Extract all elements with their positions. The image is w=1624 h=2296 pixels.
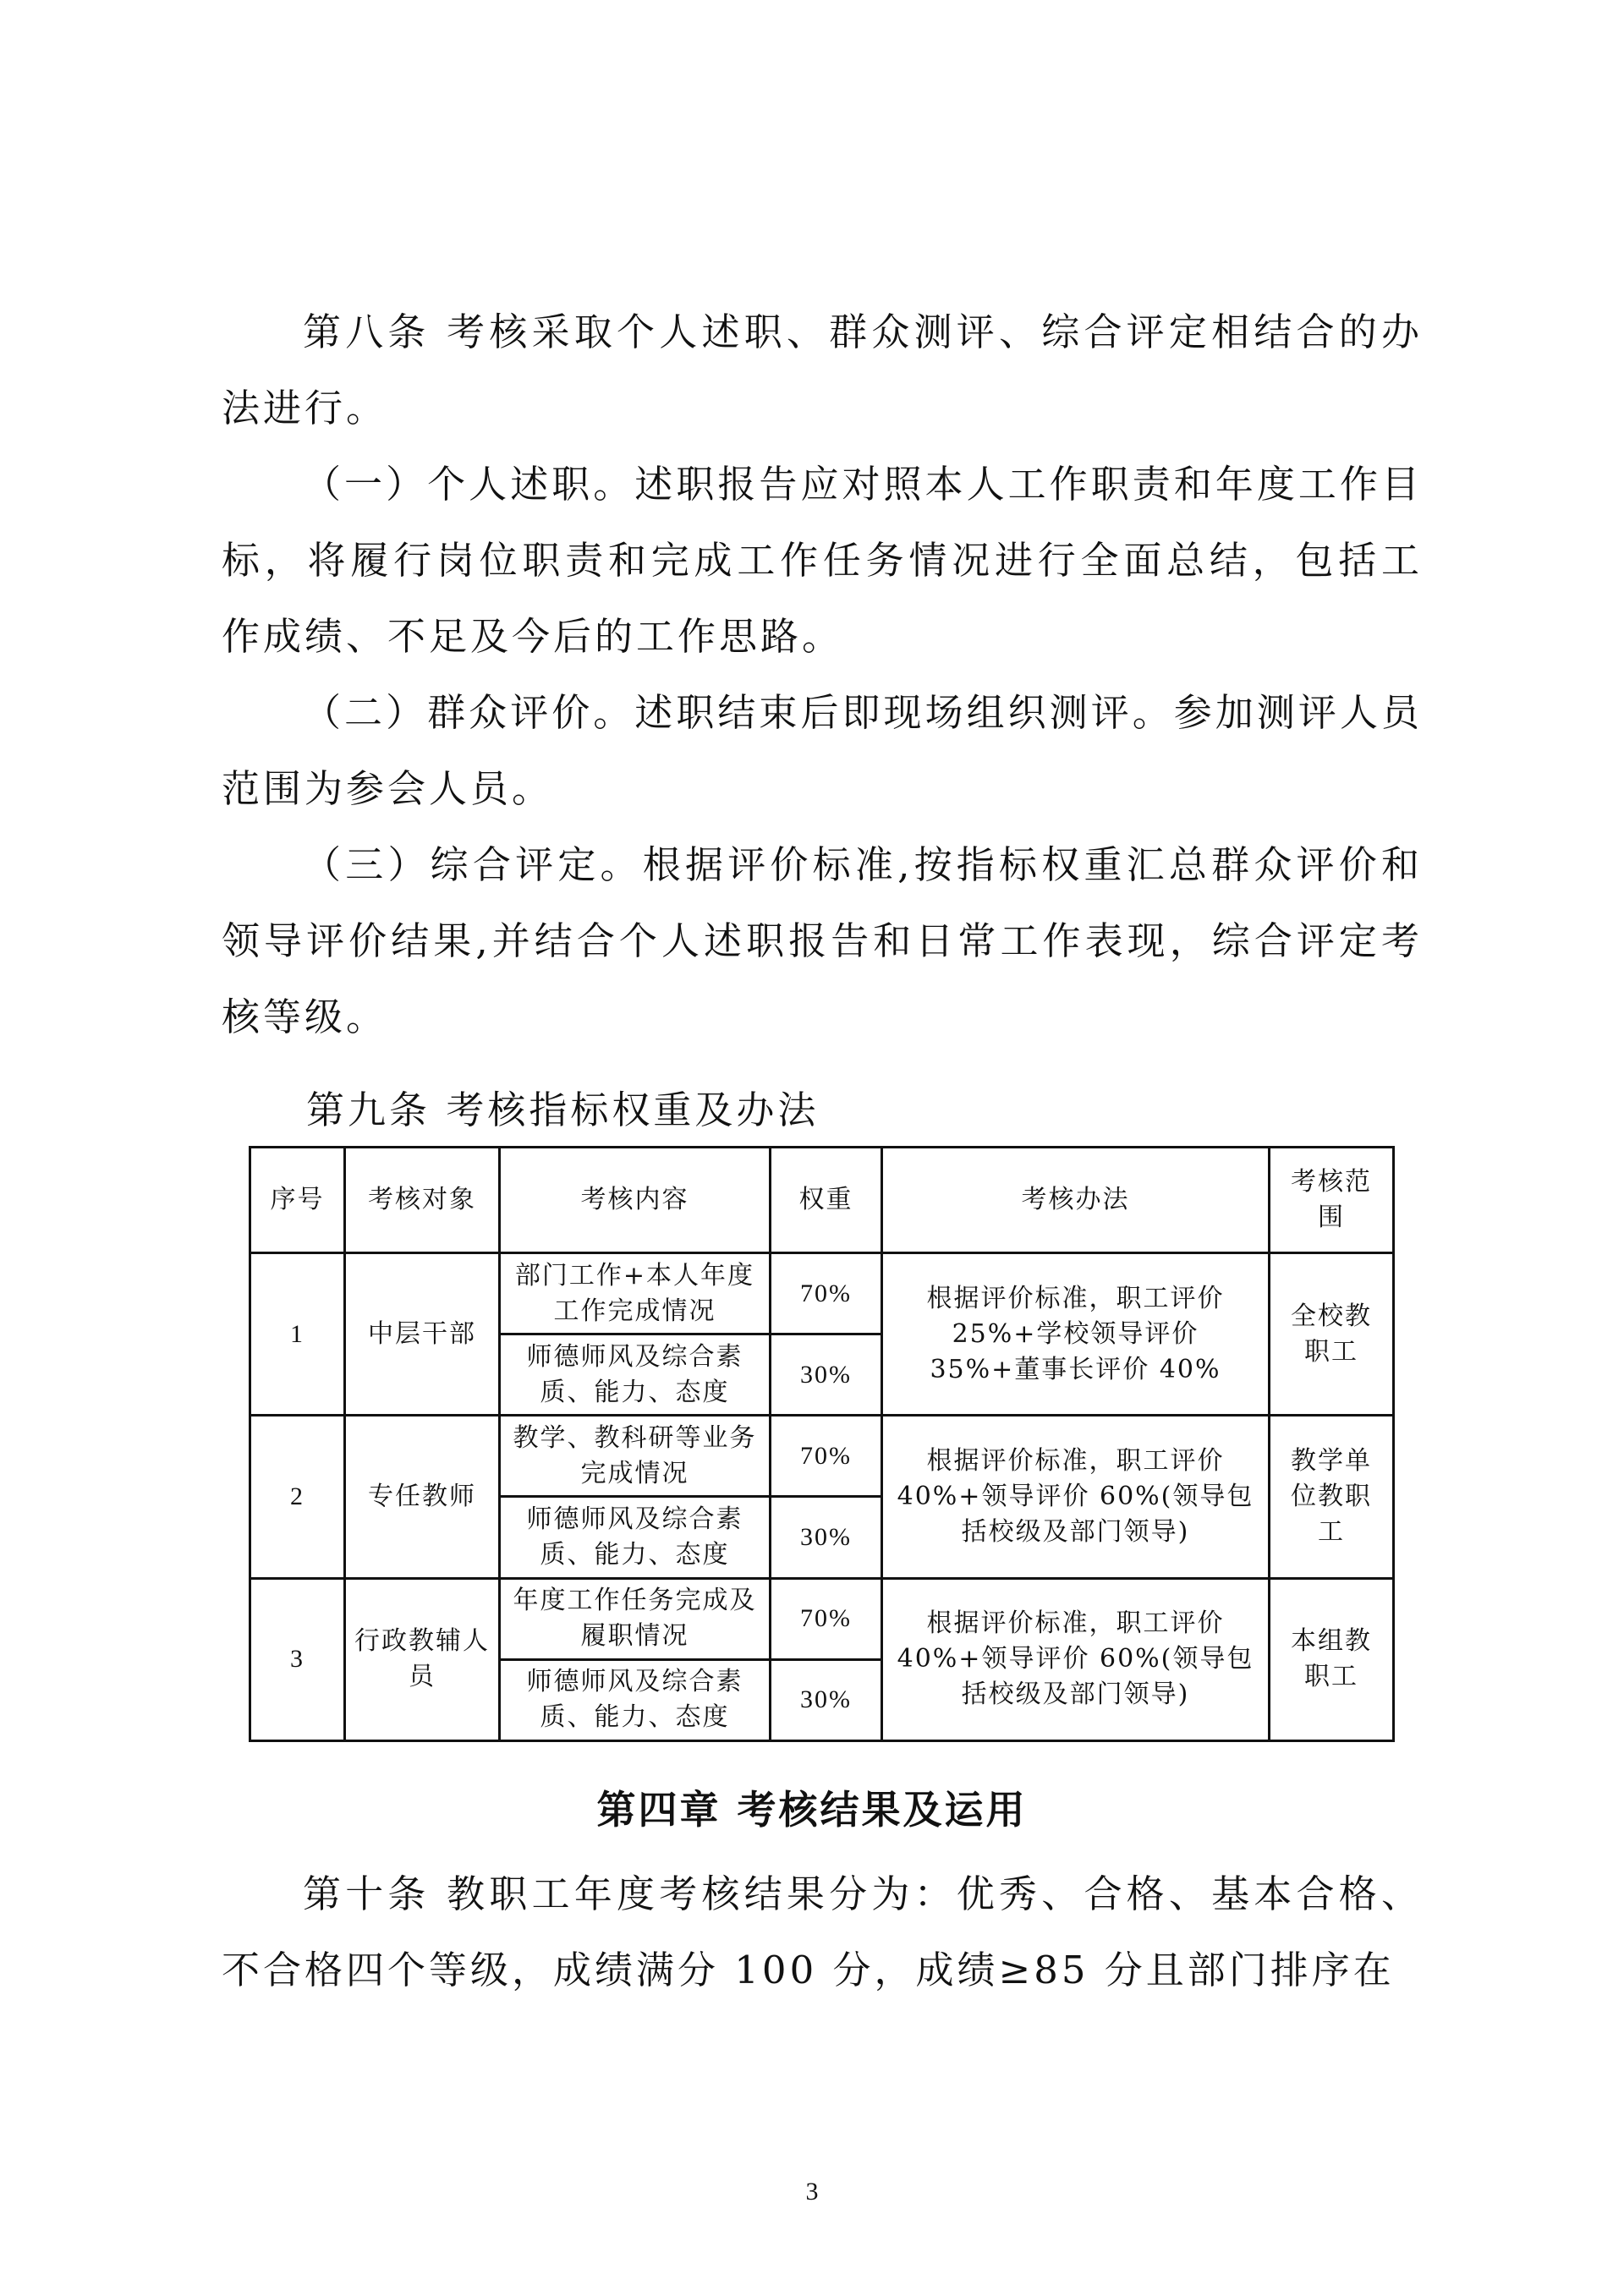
row-weight: 30% [771, 1334, 882, 1416]
item-1-paragraph: （一）个人述职。述职报告应对照本人工作职责和年度工作目标，将履行岗位职责和完成工作任务情况进行全面总结，包括工作成绩、不足及今后的工作思路。 [222, 462, 1423, 659]
row-target: 行政教辅人员 [345, 1578, 500, 1740]
chapter-4-heading: 第四章 考核结果及运用 [596, 1787, 1028, 1833]
article-9-heading [306, 1081, 819, 1140]
row-content: 师德师风及综合素质、能力、态度 [500, 1334, 771, 1416]
article-10-paragraph [222, 1856, 1423, 2008]
article-10-text: 教职工年度考核结果分为：优秀、合格、基本合格、不合格四个等级，成绩满分 100 分，成绩≥85 分且部门排序在 [222, 1871, 1423, 1992]
article-8-text: 考核采取个人述职、群众测评、综合评定相结合的办法进行。 [222, 310, 1423, 430]
row-content: 部门工作+本人年度工作完成情况 [500, 1253, 771, 1334]
row-seq: 1 [250, 1253, 345, 1416]
header-scope: 考核范围 [1270, 1148, 1394, 1253]
row-content: 师德师风及综合素质、能力、态度 [500, 1659, 771, 1740]
article-9-title: 第九条 [306, 1088, 431, 1132]
article-8-title: 第八条 [303, 310, 431, 354]
article-10-title: 第十条 [303, 1871, 431, 1916]
assessment-weight-table [249, 1146, 1395, 1742]
row-method: 根据评价标准，职工评价40%+领导评价 60%(领导包括校级及部门领导) [882, 1578, 1270, 1740]
header-weight: 权重 [771, 1148, 882, 1253]
table-row [250, 1578, 1394, 1659]
row-seq: 3 [250, 1578, 345, 1740]
table-header-row [250, 1148, 1394, 1253]
row-scope: 全校教职工 [1270, 1253, 1394, 1416]
header-content: 考核内容 [500, 1148, 771, 1253]
row-method: 根据评价标准，职工评价40%+领导评价 60%(领导包括校级及部门领导) [882, 1416, 1270, 1578]
table-row [250, 1416, 1394, 1497]
row-scope: 教学单位教职工 [1270, 1416, 1394, 1578]
row-content: 年度工作任务完成及履职情况 [500, 1578, 771, 1659]
table-row [250, 1253, 1394, 1334]
article-8-paragraph [222, 294, 1423, 447]
row-target: 专任教师 [345, 1416, 500, 1578]
row-weight: 30% [771, 1497, 882, 1578]
page-number: 3 [805, 2178, 819, 2206]
row-weight: 70% [771, 1578, 882, 1659]
row-content: 教学、教科研等业务完成情况 [500, 1416, 771, 1497]
header-method: 考核办法 [882, 1148, 1270, 1253]
row-content: 师德师风及综合素质、能力、态度 [500, 1497, 771, 1578]
header-target: 考核对象 [345, 1148, 500, 1253]
header-seq: 序号 [250, 1148, 345, 1253]
row-method: 根据评价标准，职工评价25%+学校领导评价 35%+董事长评价 40% [882, 1253, 1270, 1416]
item-2-paragraph: （二）群众评价。述职结束后即现场组织测评。参加测评人员范围为参会人员。 [222, 690, 1423, 811]
row-weight: 70% [771, 1416, 882, 1497]
row-weight: 30% [771, 1659, 882, 1740]
row-scope: 本组教职工 [1270, 1578, 1394, 1740]
item-3-paragraph: （三）综合评定。根据评价标准,按指标权重汇总群众评价和领导评价结果,并结合个人述职报告和日常工作表现，综合评定考核等级。 [222, 842, 1423, 1039]
row-target: 中层干部 [345, 1253, 500, 1416]
article-9-text: 考核指标权重及办法 [431, 1088, 820, 1132]
row-seq: 2 [250, 1416, 345, 1578]
row-weight: 70% [771, 1253, 882, 1334]
